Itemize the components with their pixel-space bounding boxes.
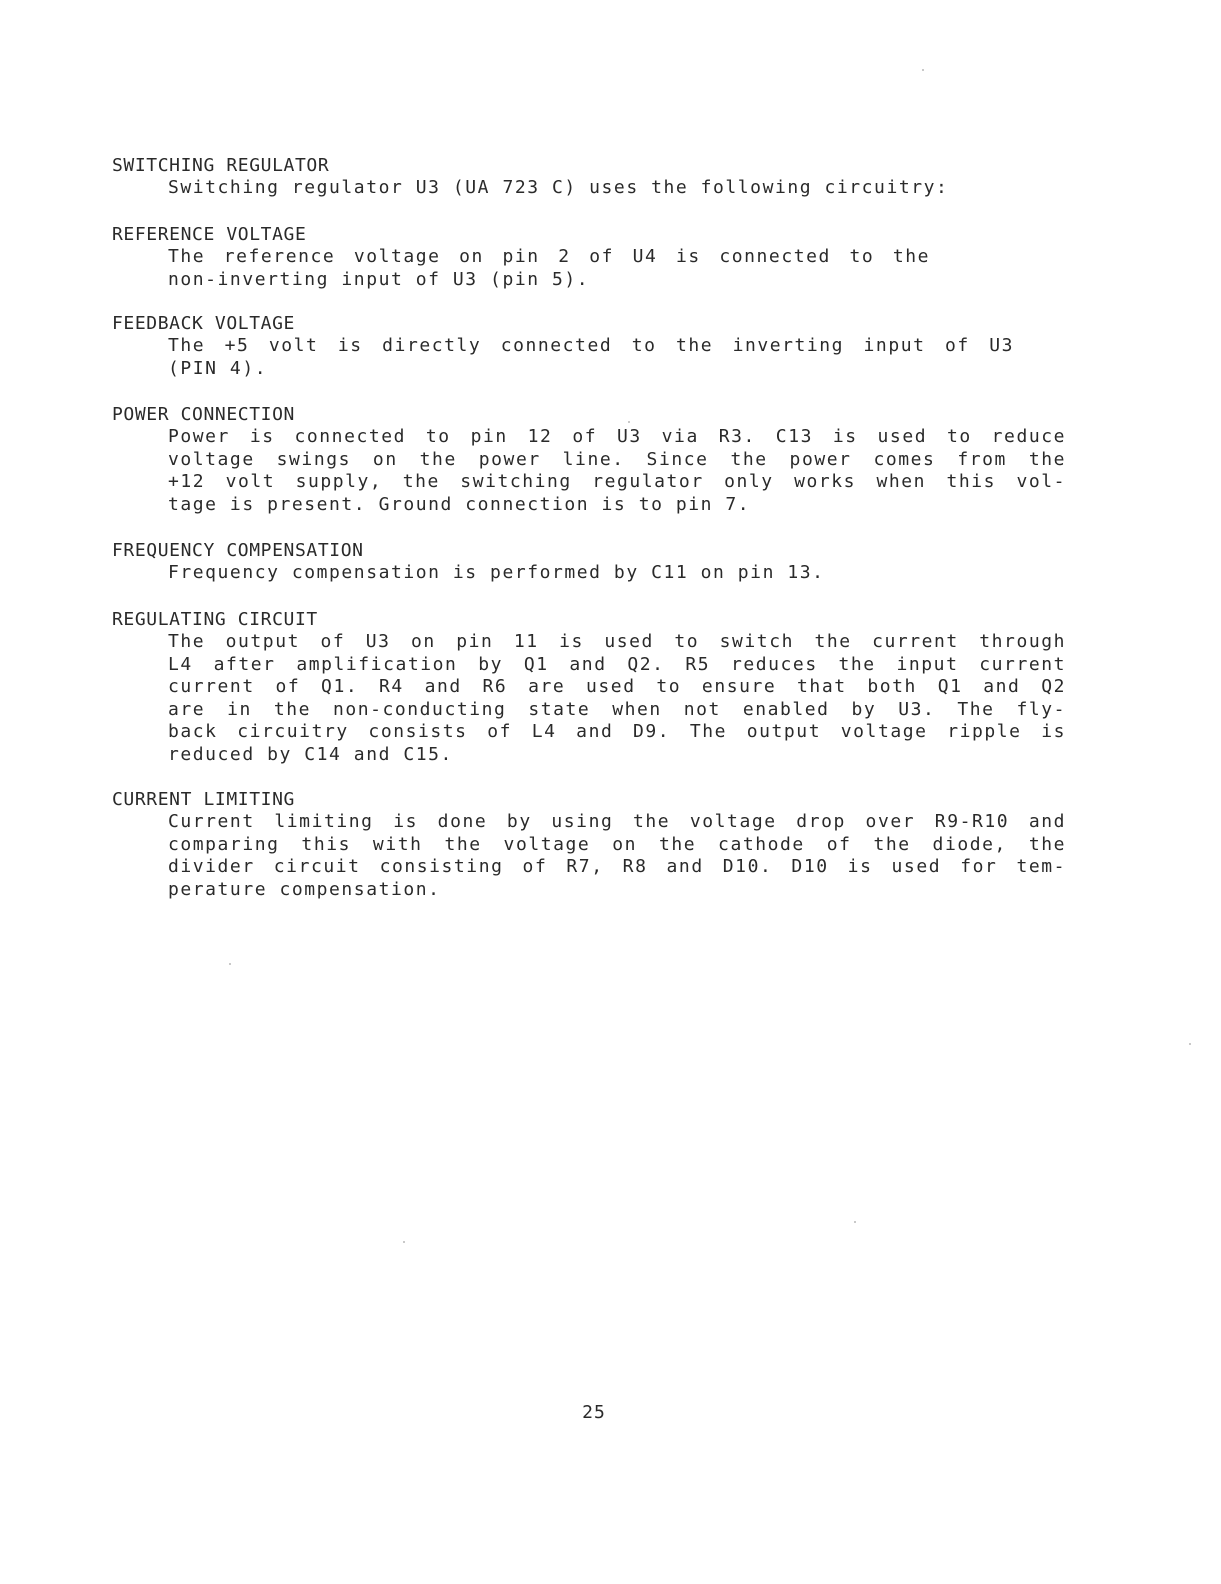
paragraph-line: non-inverting input of U3 (pin 5).	[168, 268, 590, 290]
section-current-limiting	[112, 789, 1072, 901]
section-heading: FEEDBACK VOLTAGE	[112, 313, 295, 334]
paragraph-line: divider circuit consisting of R7, R8 and D10. D10 is used for tem-	[168, 856, 1066, 877]
paragraph-line: back circuitry consists of L4 and D9. The output voltage ripple is	[168, 721, 1066, 742]
section-reference-voltage	[112, 224, 1072, 291]
section-heading: POWER CONNECTION	[112, 404, 295, 425]
paragraph-line: Power is connected to pin 12 of U3 via R3. C13 is used to reduce	[168, 426, 1066, 447]
section-switching-regulator	[112, 155, 1072, 200]
paragraph-line: The +5 volt is directly connected to the inverting input of U3	[168, 335, 1014, 356]
scan-speck	[1189, 1043, 1191, 1045]
section-regulating-circuit	[112, 609, 1072, 766]
paragraph-line: tage is present. Ground connection is to pin 7.	[168, 493, 751, 515]
page-number: 25	[582, 1402, 606, 1423]
scan-speck	[854, 1221, 856, 1223]
paragraph-line: +12 volt supply, the switching regulator only works when this vol-	[168, 471, 1066, 492]
paragraph-line: The reference voltage on pin 2 of U4 is connected to the	[168, 246, 930, 267]
paragraph-line: L4 after amplification by Q1 and Q2. R5 reduces the input current	[168, 653, 1066, 675]
scan-speck	[922, 69, 924, 71]
section-frequency-compensation	[112, 540, 1072, 585]
section-feedback-voltage	[112, 313, 1072, 380]
section-heading: REFERENCE VOLTAGE	[112, 224, 307, 245]
paragraph-line: are in the non-conducting state when not enabled by U3. The fly-	[168, 698, 1066, 720]
paragraph-line: Frequency compensation is performed by C11 on pin 13.	[168, 562, 825, 583]
paragraph-line: voltage swings on the power line. Since the power comes from the	[168, 448, 1066, 470]
section-heading: SWITCHING REGULATOR	[112, 155, 330, 176]
section-heading: FREQUENCY COMPENSATION	[112, 540, 364, 561]
paragraph-line: (PIN 4).	[168, 357, 268, 379]
scan-speck	[628, 421, 630, 423]
paragraph-line: current of Q1. R4 and R6 are used to ensure that both Q1 and Q2	[168, 676, 1066, 697]
paragraph-line: comparing this with the voltage on the cathode of the diode, the	[168, 833, 1066, 855]
section-heading: CURRENT LIMITING	[112, 789, 295, 810]
section-power-connection	[112, 404, 1072, 516]
paragraph-line: Current limiting is done by using the voltage drop over R9-R10 and	[168, 811, 1066, 832]
paragraph-line: reduced by C14 and C15.	[168, 743, 453, 765]
paragraph-line: Switching regulator U3 (UA 723 C) uses the following circuitry:	[168, 177, 949, 198]
section-heading: REGULATING CIRCUIT	[112, 609, 318, 630]
scan-speck	[229, 963, 231, 965]
scan-speck	[403, 1241, 405, 1243]
paragraph-line: The output of U3 on pin 11 is used to switch the current through	[168, 631, 1066, 652]
paragraph-line: perature compensation.	[168, 878, 441, 900]
